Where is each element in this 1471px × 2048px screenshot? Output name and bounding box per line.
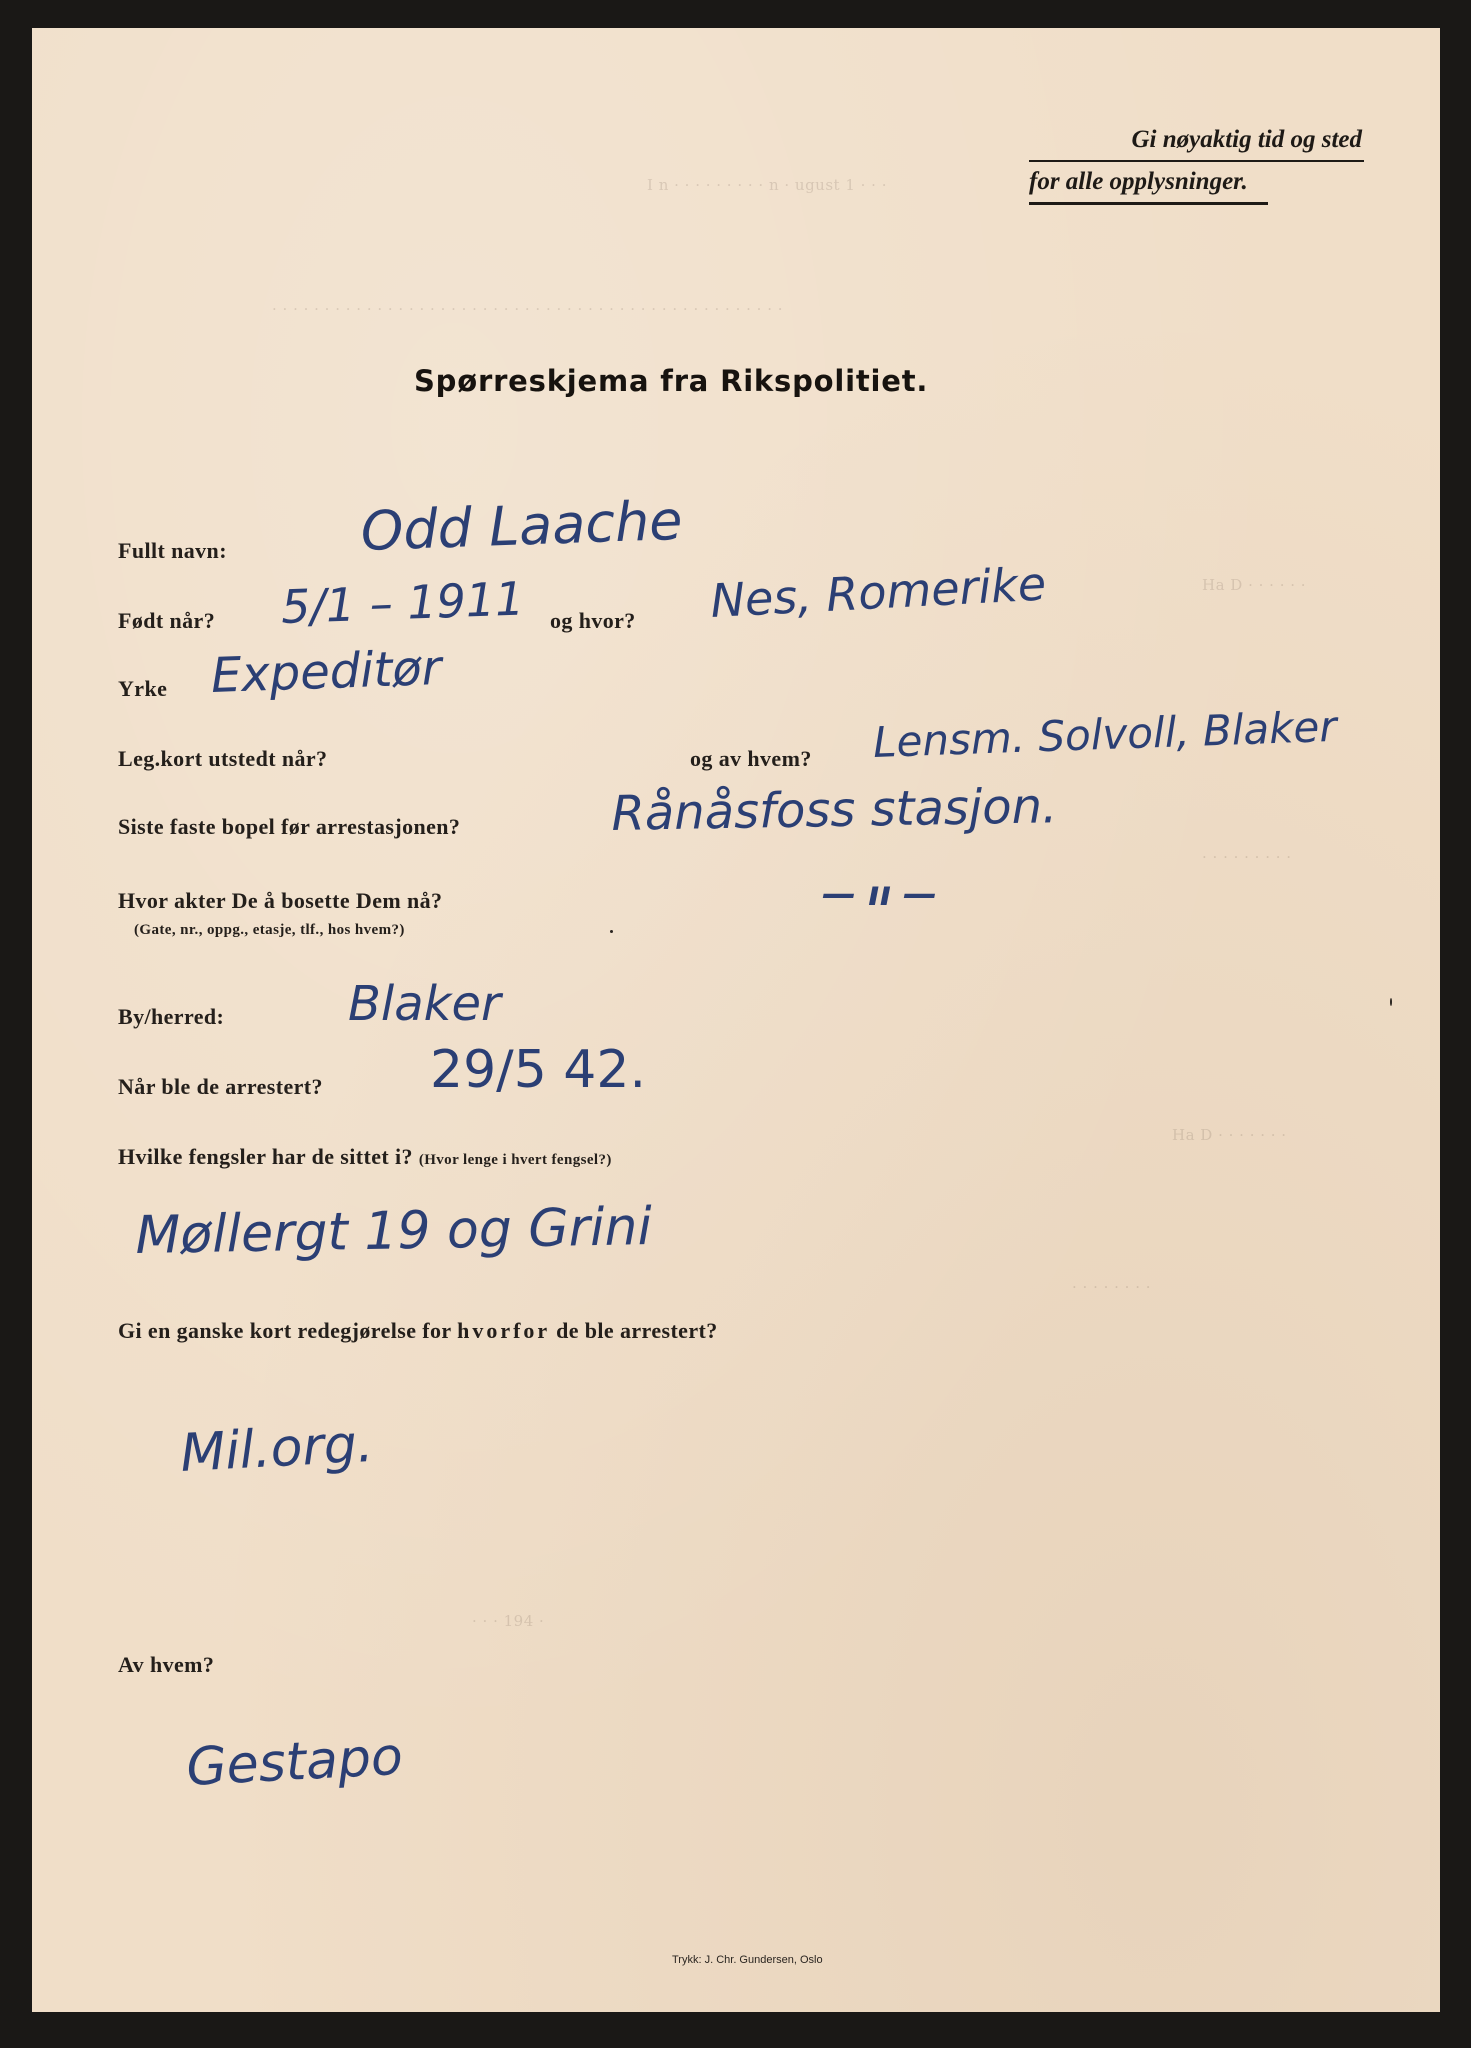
label-id-issued-when: Leg.kort utstedt når? [118, 746, 328, 771]
label-occupation: Yrke [118, 676, 168, 701]
bleed-through-text: Ha D · · · · · · · [1172, 1126, 1287, 1144]
bleed-through-text: I n · · · · · · · · · n · ugust 1 · · · [647, 176, 887, 194]
instruction-line-1: Gi nøyaktig tid og sted [1029, 120, 1364, 162]
instruction-line-2: for alle opplysninger. [1029, 162, 1268, 205]
label-born-when: Født når? [118, 608, 216, 633]
printer-imprint: Trykk: J. Chr. Gundersen, Oslo [672, 1954, 823, 1966]
bleed-through-text: Ha D · · · · · · [1202, 576, 1307, 594]
label-reason-part1: Gi en ganske kort redegjørelse for [118, 1318, 452, 1343]
form-sheet [32, 28, 1440, 2012]
label-by-whom: Av hvem? [118, 1652, 215, 1677]
bleed-through-text: · · · · · · · · · · · · · · · · · · · · · · · · · · · · · · · · · · · · · · · · · · · · · · · · · [272, 300, 784, 318]
label-prisons [118, 1144, 612, 1170]
label-arrested-when: Når ble de arrestert? [118, 1074, 323, 1099]
answer-id-issued-by: Lensm. Solvoll, Blaker [872, 701, 1338, 767]
answer-town: Blaker [348, 976, 501, 1032]
stray-mark [610, 930, 613, 933]
answer-born-place: Nes, Romerike [709, 556, 1048, 628]
answer-by-whom: Gestapo [184, 1726, 405, 1798]
label-prisons-main: Hvilke fengsler har de sittet i? [118, 1144, 413, 1169]
label-id-issued-by: og av hvem? [690, 746, 812, 771]
label-town: By/herred: [118, 1004, 225, 1029]
form-title: Spørreskjema fra Rikspolitiet. [414, 364, 929, 398]
bleed-through-text: · · · · · · · · · [1202, 848, 1292, 866]
answer-occupation: Expeditør [210, 639, 443, 704]
answer-arrested-date: 29/5 42. [430, 1040, 646, 1100]
instruction-note [1029, 120, 1364, 205]
label-last-residence: Siste faste bopel før arrestasjonen? [118, 814, 461, 839]
label-reason-emphasis: hvorfor [457, 1318, 551, 1343]
label-full-name: Fullt navn: [118, 538, 227, 563]
answer-reason: Mil.org. [178, 1413, 375, 1484]
bleed-through-text: · · · 194 · [472, 1612, 545, 1630]
answer-last-residence: Rånåsfoss stasjon. [611, 778, 1058, 842]
bleed-through-text: · · · · · · · · [1072, 1278, 1152, 1296]
label-reason [118, 1318, 718, 1344]
label-born-where: og hvor? [550, 608, 636, 633]
answer-prisons: Møllergt 19 og Grini [134, 1196, 653, 1266]
label-prisons-note: (Hvor lenge i hvert fengsel?) [418, 1152, 612, 1168]
answer-full-name: Odd Laache [359, 488, 684, 563]
answer-born-date: 5/1 – 1911 [280, 571, 526, 634]
stray-mark [1390, 998, 1392, 1006]
label-settle-where: Hvor akter De å bosette Dem nå? [118, 888, 443, 913]
answer-settle-where: — ıı — [822, 874, 937, 914]
label-reason-part2: de ble arrestert? [556, 1318, 718, 1343]
label-settle-details: (Gate, nr., oppg., etasje, tlf., hos hvem?) [134, 922, 405, 938]
